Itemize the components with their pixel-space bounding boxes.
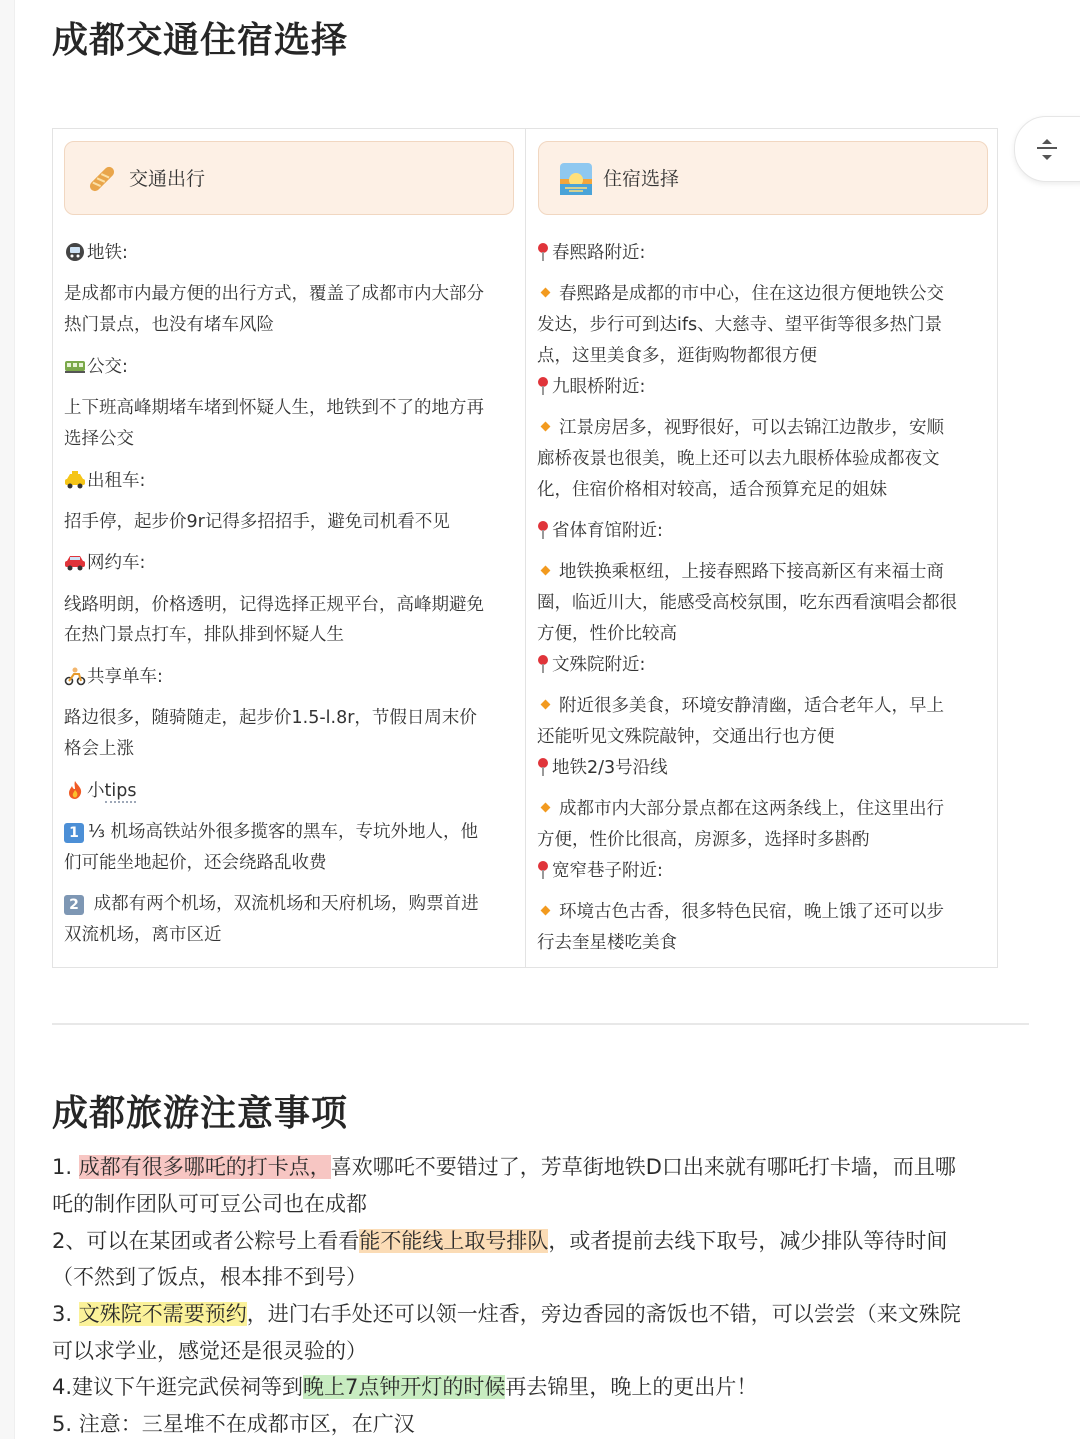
area-jiuyanqiao-text-1: 江景房居多，视野很好，可以去锦江边散步，安顺 <box>559 418 944 438</box>
orange-diamond-icon <box>541 700 551 710</box>
tip-2-line-2: 双流机场，离市区近 <box>64 925 222 945</box>
orange-diamond-icon <box>541 803 551 813</box>
fire-icon <box>64 780 86 800</box>
keycap-2-icon: 2 <box>64 895 84 915</box>
tip-2-text-1: 成都有两个机场，双流机场和天府机场，购票首进 <box>93 894 479 914</box>
area-kuanzhai-desc-1 <box>537 900 944 924</box>
note-1-text: 喜欢哪吒不要错过了，芳草街地铁D口出来就有哪吒打卡墙，而且哪 <box>330 1155 956 1179</box>
note-2-prefix: 2、可以在某团或者公粽号上看看 <box>52 1229 360 1253</box>
note-3-highlight: 文殊院不需要预约 <box>78 1302 247 1326</box>
taxi-desc-1: 招手停，起步价9r记得多招招手，避免司机看不见 <box>64 512 450 532</box>
pin-icon <box>537 376 549 396</box>
metro-heading <box>64 241 128 265</box>
shared-bike-desc-2: 格会上涨 <box>64 739 134 759</box>
tips-heading-prefix: 小 <box>87 781 105 801</box>
left-edge-strip <box>0 0 15 1439</box>
note-1-prefix: 1. <box>52 1155 79 1179</box>
lodging-header-label: 住宿选择 <box>603 168 680 190</box>
area-stadium-title: 省体育馆附近: <box>552 521 663 541</box>
shared-bike-heading <box>64 665 163 689</box>
ride-hailing-desc-2: 在热门景点打车，排队排到怀疑人生 <box>64 625 344 645</box>
area-jiuyanqiao-title: 九眼桥附近: <box>552 377 646 397</box>
bus-desc-1: 上下班高峰期堵车堵到怀疑人生，地铁到不了的地方再 <box>64 398 484 418</box>
area-jiuyanqiao-desc-1 <box>537 416 944 440</box>
orange-diamond-icon <box>541 906 551 916</box>
note-2-line-2: （不然到了饭点，根本排不到号） <box>52 1265 367 1289</box>
metro-icon <box>64 242 86 262</box>
note-1-line-2: 吒的制作团队可可豆公司也在成都 <box>52 1192 367 1216</box>
area-wenshu-title: 文殊院附近: <box>552 655 646 675</box>
note-3-text: ，进门右手处还可以领一炷香，旁边香园的斋饭也不错，可以尝尝（来文殊院 <box>246 1302 961 1326</box>
area-metro-line-text-1: 成都市内大部分景点都在这两条线上，住这里出行 <box>559 799 944 819</box>
note-2-text: ，或者提前去线下取号，减少排队等待时间 <box>548 1229 948 1253</box>
area-chunxi-desc-1 <box>537 282 944 306</box>
bus-desc-2: 选择公交 <box>64 429 134 449</box>
note-1-highlight: 成都有很多哪吒的打卡点， <box>78 1155 331 1179</box>
area-chunxi-title: 春熙路附近: <box>552 243 646 263</box>
note-4-highlight: 晚上7点钟开灯的时候 <box>303 1375 506 1399</box>
tip-2-line-1 <box>64 892 479 916</box>
area-wenshu-desc-2: 还能听见文殊院敲钟，交通出行也方便 <box>537 727 835 747</box>
area-stadium-heading <box>537 519 663 543</box>
note-5-line-1: 5. 注意：三星堆不在成都市区，在广汉 <box>52 1412 415 1436</box>
car-icon <box>64 552 86 572</box>
area-metro-line-title: 地铁2/3号沿线 <box>552 758 668 778</box>
note-2-line-1 <box>52 1226 947 1256</box>
tip-1-line-2: 们可能坐地起价，还会绕路乱收费 <box>64 853 327 873</box>
metro-desc-1: 是成都市内最方便的出行方式，覆盖了成都市内大部分 <box>64 284 484 304</box>
lodging-column <box>526 129 997 967</box>
collapse-icon <box>1037 139 1057 163</box>
transport-column <box>53 129 526 967</box>
pin-icon <box>537 520 549 540</box>
note-3-prefix: 3. <box>52 1302 79 1326</box>
area-kuanzhai-text-1: 环境古色古香，很多特色民宿，晚上饿了还可以步 <box>559 902 944 922</box>
bus-heading-text: 公交: <box>87 357 128 377</box>
shared-bike-desc-1: 路边很多，随骑随走，起步价1.5-l.8r，节假日周末价 <box>64 708 477 728</box>
orange-diamond-icon <box>541 422 551 432</box>
area-jiuyanqiao-desc-3: 化，住宿价格相对较高，适合预算充足的姐妹 <box>537 480 887 500</box>
note-1-line-1 <box>52 1152 956 1182</box>
note-4-line-1 <box>52 1372 757 1402</box>
area-chunxi-desc-3: 点，这里美食多，逛街购物都很方便 <box>537 346 817 366</box>
area-stadium-desc-2: 圈，临近川大，能感受高校氛围，吃东西看演唱会都很 <box>537 593 957 613</box>
tips-heading-suffix: tips <box>104 781 137 801</box>
tip-1-line-1 <box>64 820 478 844</box>
area-kuanzhai-heading <box>537 859 663 883</box>
note-4-prefix: 4.建议下午逛完武侯祠等到 <box>52 1375 304 1399</box>
area-chunxi-text-1: 春熙路是成都的市中心，住在这边很方便地铁公交 <box>559 284 944 304</box>
info-table <box>52 128 998 968</box>
area-metro-line-desc-2: 方便，性价比很高，房源多，选择时多斟酌 <box>537 830 870 850</box>
metro-heading-text: 地铁: <box>87 243 128 263</box>
scooter-icon <box>64 666 86 686</box>
section-divider <box>52 1023 1029 1025</box>
area-wenshu-heading <box>537 653 645 677</box>
area-wenshu-desc-1 <box>537 694 944 718</box>
shared-bike-heading-text: 共享单车: <box>87 667 163 687</box>
area-kuanzhai-desc-2: 行去奎星楼吃美食 <box>537 933 677 953</box>
note-2-highlight: 能不能线上取号排队 <box>359 1229 549 1253</box>
tips-heading <box>64 779 136 803</box>
pin-icon <box>537 757 549 777</box>
area-chunxi-desc-2: 发达，步行可到达ifs、大慈寺、望平街等很多热门景 <box>537 315 943 335</box>
taxi-heading <box>64 469 145 493</box>
taxi-heading-text: 出租车: <box>87 471 146 491</box>
area-jiuyanqiao-heading <box>537 375 645 399</box>
section-title-transport: 成都交通住宿选择 <box>52 20 349 61</box>
pin-icon <box>537 860 549 880</box>
area-stadium-desc-1 <box>537 560 944 584</box>
orange-diamond-icon <box>541 288 551 298</box>
side-scroll-handle[interactable] <box>1014 116 1080 182</box>
bus-heading <box>64 355 128 379</box>
area-chunxi-heading <box>537 241 645 265</box>
pin-icon <box>537 242 549 262</box>
area-jiuyanqiao-desc-2: 廊桥夜景也很美，晚上还可以去九眼桥体验成都夜文 <box>537 449 940 469</box>
taxi-icon <box>64 470 86 490</box>
tip-1-text-1: ⅓ 机场高铁站外很多揽客的黑车，专坑外地人，他 <box>88 822 479 842</box>
area-stadium-text-1: 地铁换乘枢纽，上接春熙路下接高新区有来福士商 <box>559 562 944 582</box>
area-metro-line-desc-1 <box>537 797 944 821</box>
pin-icon <box>537 654 549 674</box>
area-stadium-desc-3: 方便，性价比较高 <box>537 624 677 644</box>
orange-diamond-icon <box>541 566 551 576</box>
area-kuanzhai-title: 宽窄巷子附近: <box>552 861 663 881</box>
section-title-notes: 成都旅游注意事项 <box>52 1093 349 1134</box>
note-3-line-1 <box>52 1299 961 1329</box>
bus-icon <box>64 356 86 376</box>
ride-hailing-heading <box>64 551 145 575</box>
transport-header-label: 交通出行 <box>129 168 206 190</box>
area-metro-line-heading <box>537 756 668 780</box>
note-4-text: 再去锦里，晚上的更出片！ <box>505 1375 758 1399</box>
ride-hailing-desc-1: 线路明朗，价格透明，记得选择正规平台，高峰期避免 <box>64 595 484 615</box>
keycap-1-icon: 1 <box>64 823 84 843</box>
note-3-line-2: 可以求学业，感觉还是很灵验的） <box>52 1339 367 1363</box>
ride-hailing-heading-text: 网约车: <box>87 553 146 573</box>
area-wenshu-text-1: 附近很多美食，环境安静清幽，适合老年人，早上 <box>559 696 944 716</box>
metro-desc-2: 热门景点，也没有堵车风险 <box>64 315 274 335</box>
